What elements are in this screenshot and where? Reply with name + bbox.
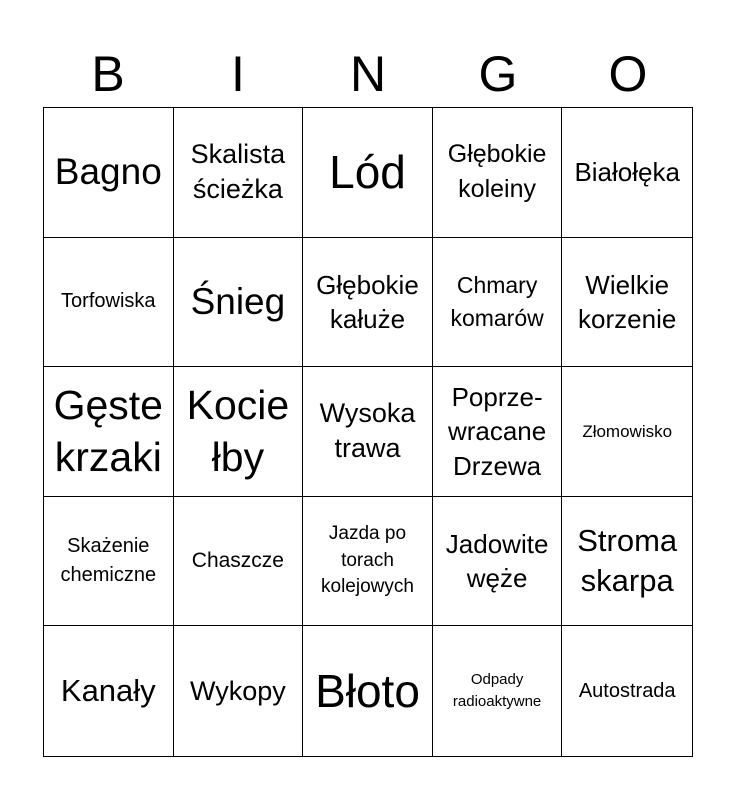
bingo-cell[interactable]: Lód (303, 108, 433, 238)
bingo-board (43, 107, 693, 757)
bingo-cell[interactable]: Autostrada (578, 679, 676, 702)
bingo-cell[interactable]: Głębokie koleiny (433, 108, 563, 238)
bingo-cell[interactable]: Jadowite węże (433, 497, 563, 627)
bingo-cell[interactable]: Białołęka (562, 108, 692, 238)
bingo-header (43, 40, 693, 108)
bingo-cell[interactable]: Wykopy (174, 626, 304, 756)
header-letter-g: G (478, 46, 518, 102)
bingo-cell[interactable]: Chaszcze (174, 497, 304, 627)
bingo-cell[interactable]: Stroma skarpa (562, 497, 692, 627)
bingo-cell[interactable]: Skażenie chemiczne (44, 497, 174, 627)
header-letter-n: N (349, 46, 387, 102)
header-letter-b: B (91, 46, 125, 102)
bingo-cell[interactable]: Kanały (44, 626, 174, 756)
bingo-cell[interactable]: Chmary komarów (433, 238, 563, 368)
bingo-cell[interactable]: Głębokie kałuże (303, 238, 433, 368)
header-letter-i: I (231, 46, 245, 102)
bingo-cell[interactable]: Odpady radioaktywne (433, 626, 563, 756)
bingo-cell[interactable]: Bagno (44, 108, 174, 238)
header-letter-o: O (608, 46, 648, 102)
bingo-cell[interactable]: Poprze- wracane Drzewa (433, 367, 563, 497)
bingo-cell[interactable]: Gęste krzaki (44, 367, 174, 497)
bingo-cell[interactable]: Wielkie korzenie (562, 238, 692, 368)
bingo-cell[interactable]: Jazda po torach kolejowych (303, 497, 433, 627)
bingo-cell[interactable]: Kocie łby (174, 367, 304, 497)
bingo-cell[interactable]: Błoto (303, 626, 433, 756)
bingo-cell[interactable]: Złomowisko (562, 367, 692, 497)
bingo-cell[interactable]: Wysoka trawa (303, 367, 433, 497)
bingo-cell[interactable]: Śnieg (174, 238, 304, 368)
bingo-cell[interactable]: Torfowiska (44, 238, 174, 368)
bingo-cell[interactable]: Skalista ścieżka (174, 108, 304, 238)
